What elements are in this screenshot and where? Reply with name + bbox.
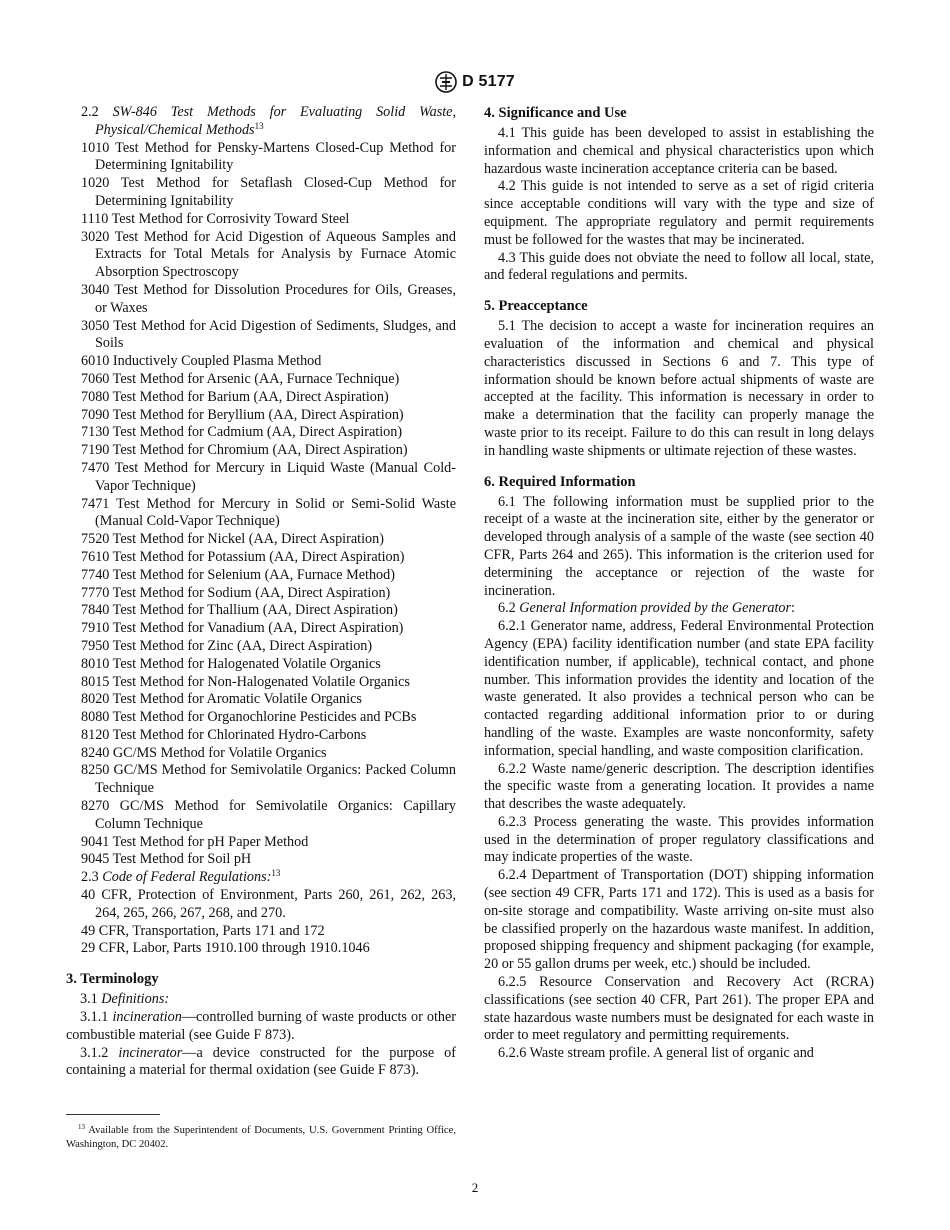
reference-number: 29 <box>81 940 96 957</box>
footnote-13: $^{13}$ Available from the Superintendent of Documents, U.S. Government Printing Office, Washington, DC 20402. <box>66 1123 456 1150</box>
reference-text: GC/MS Method for Semivolatile Organics: Capillary Column Technique <box>95 798 457 832</box>
reference-number: 1110 <box>81 210 109 227</box>
reference-text: Test Method for Potassium (AA, Direct Aspiration) <box>112 548 405 565</box>
page-number: 2 <box>471 1180 479 1195</box>
reference-number: 7610 <box>81 548 110 565</box>
reference-text: Test Method for Mercury in Solid or Semi-Solid Waste (Manual Cold-Vapor Technique) <box>95 495 456 530</box>
reference-text: Test Method for Cadmium (AA, Direct Aspiration) <box>112 424 403 441</box>
reference-number: 7770 <box>81 584 110 601</box>
reference-number: 2.3 <box>81 869 99 886</box>
reference-number: 49 <box>81 922 96 939</box>
reference-text: Test Method for Arsenic (AA, Furnace Technique) <box>112 370 400 387</box>
reference-text: Test Method for Barium (AA, Direct Aspiration) <box>112 388 389 405</box>
reference-list-item <box>66 745 456 763</box>
paragraph-5-1: 5.1 The decision to accept a waste for incineration requires an evaluation of the information and chemical and physical characteristics discussed in Sections 6 and 7. This type of information should be known before actual shipments of waste are accepted at the facility. This information is necessary in order to make a determination that the facility can properly manage the waste prior to its receipt. Failure to do this can result in long delays in handling waste shipments or ultimate rejection of these wastes. <box>484 318 874 459</box>
reference-list-item <box>66 887 456 923</box>
reference-title: SW-846 Test Methods for Evaluating Solid Waste, Physical/Chemical Methods <box>95 104 456 138</box>
reference-number: 1020 <box>81 175 110 192</box>
reference-text: CFR, Protection of Environment, Parts 260, 261, 262, 263, 264, 265, 266, 267, 268, and 270. <box>95 887 457 921</box>
reference-text: Test Method for Acid Digestion of Aqueous Samples and Extracts for Total Metals for Analysis by Furnace Atomic Absorption Spectroscopy <box>95 228 456 281</box>
reference-number: 7080 <box>81 388 110 405</box>
reference-list-item <box>66 282 456 318</box>
reference-number: 8010 <box>81 655 110 672</box>
section-5-heading: 5. Preacceptance <box>484 298 588 315</box>
right-column <box>484 104 874 1063</box>
paragraph-6-2-2: 6.2.2 Waste name/generic description. The description identifies the specific waste from a generating location. It provides a name that describes the waste adequately. <box>484 760 874 813</box>
paragraph-4-3: 4.3 This guide does not obviate the need to follow all local, state, and federal regulations and permits. <box>484 249 874 284</box>
reference-text: Test Method for pH Paper Method <box>112 833 309 850</box>
footnote-marker: 13 <box>271 868 281 879</box>
reference-list-item <box>66 798 456 834</box>
reference-text: Test Method for Vanadium (AA, Direct Aspiration) <box>112 620 404 637</box>
section-3-heading: 3. Terminology <box>66 971 159 988</box>
reference-text: Test Method for Beryllium (AA, Direct Aspiration) <box>112 406 404 423</box>
reference-list-item <box>66 656 456 674</box>
reference-number: 2.2 <box>81 104 99 120</box>
reference-number: 7840 <box>81 602 110 619</box>
reference-text: Test Method for Chlorinated Hydro-Carbons <box>112 726 367 743</box>
reference-number: 8120 <box>81 726 110 743</box>
paragraph-6-2-1: 6.2.1 Generator name, address, Federal Environmental Protection Agency (EPA) facility identification number (and state EPA facility identification number, if applicable), technical contact, and phone number. This information provides the identity and location of the waste generated. It also provides a technical person who can be contacted regarding additional information prior to or during handling of the waste. Examples are waste nonconformity, safety information, special handling, and waste composition clarification. <box>484 618 874 759</box>
page-header <box>0 70 950 94</box>
paragraph-6-2-6: 6.2.6 Waste stream profile. A general list of organic and <box>498 1045 814 1062</box>
reference-text: CFR, Transportation, Parts 171 and 172 <box>98 922 325 939</box>
reference-number: 8240 <box>81 744 110 761</box>
reference-text: Test Method for Pensky-Martens Closed-Cup Method for Determining Ignitability <box>95 139 457 174</box>
reference-text: Test Method for Chromium (AA, Direct Aspiration) <box>112 442 408 459</box>
reference-number: 7520 <box>81 531 110 548</box>
reference-text: Test Method for Setaflash Closed-Cup Method for Determining Ignitability <box>95 175 456 209</box>
reference-text: Test Method for Selenium (AA, Furnace Method) <box>112 566 395 583</box>
astm-logo-icon <box>435 71 457 93</box>
reference-number: 3050 <box>81 317 110 334</box>
paragraph-6-2-3: 6.2.3 Process generating the waste. This provides information used in the determination of proper regulatory classifications and may indicate properties of the waste. <box>484 813 874 866</box>
reference-number: 40 <box>81 887 96 904</box>
reference-list-item <box>66 585 456 603</box>
cfr-list <box>66 869 456 958</box>
reference-list-item <box>66 674 456 692</box>
reference-list-item <box>66 549 456 567</box>
reference-text: Inductively Coupled Plasma Method <box>112 353 322 370</box>
footnote-marker: 13 <box>254 120 264 131</box>
reference-list-item <box>66 104 456 140</box>
reference-number: 7090 <box>81 406 110 423</box>
paragraph-3-1-1: 3.1.1 incineration—controlled burning of waste products or other combustible material (see Guide F 873). <box>66 1009 457 1043</box>
reference-number: 7130 <box>81 424 110 441</box>
reference-text: Test Method for Halogenated Volatile Organics <box>112 655 381 672</box>
paragraph-3-1: 3.1 Definitions: <box>80 991 170 1008</box>
reference-list-item <box>66 727 456 745</box>
reference-list-item <box>66 389 456 407</box>
reference-text: Test Method for Mercury in Liquid Waste (Manual Cold-Vapor Technique) <box>95 459 456 494</box>
reference-list-item <box>66 923 456 941</box>
paragraph-6-2-5: 6.2.5 Resource Conservation and Recovery Act (RCRA) classifications (see section 40 CFR, Part 261). The proper EPA and state hazardous waste numbers must be designated for each waste in order to meet regulatory and permitting requirements. <box>484 974 874 1044</box>
reference-number: 7950 <box>81 637 110 654</box>
reference-text: Test Method for Sodium (AA, Direct Aspiration) <box>112 584 391 601</box>
reference-list-item <box>66 353 456 371</box>
reference-list-item <box>66 424 456 442</box>
reference-text: Test Method for Corrosivity Toward Steel <box>111 210 350 227</box>
reference-number: 9045 <box>81 851 110 868</box>
reference-list-item <box>66 940 456 958</box>
reference-list-item <box>66 567 456 585</box>
reference-text: Test Method for Thallium (AA, Direct Aspiration) <box>112 602 398 619</box>
reference-text: Test Method for Soil pH <box>112 851 252 868</box>
section-6-heading: 6. Required Information <box>484 473 636 490</box>
reference-text: Test Method for Aromatic Volatile Organics <box>112 691 362 708</box>
paragraph-6-2: 6.2 General Information provided by the Generator: <box>498 600 795 617</box>
reference-text: GC/MS Method for Volatile Organics <box>112 744 327 761</box>
reference-list-item <box>66 638 456 656</box>
reference-number: 1010 <box>81 139 110 156</box>
reference-list-item <box>66 496 456 532</box>
reference-list-item <box>66 620 456 638</box>
paragraph-4-1: 4.1 This guide has been developed to assist in establishing the information and chemical and physical characteristics upon which hazardous waste incineration acceptance criteria can be based. <box>484 125 874 177</box>
reference-number: 6010 <box>81 353 110 370</box>
reference-number: 7060 <box>81 370 110 387</box>
paragraph-6-2-4: 6.2.4 Department of Transportation (DOT) shipping information (see section 49 CFR, Parts 171 and 172). This is used as a basis for on-site storage and compatibility. Waste arriving on-site must also be classified properly on the hazardous waste manifest. In addition, proposed shipping frequency and shipment packaging (for example, 20 or 55 gallon drums per week, etc.) should be included. <box>484 867 874 973</box>
sw846-method-list <box>66 104 456 869</box>
reference-list-item <box>66 709 456 727</box>
reference-number: 7740 <box>81 566 110 583</box>
reference-list-item <box>66 869 456 887</box>
reference-list-item <box>66 407 456 425</box>
reference-number: 8020 <box>81 691 110 708</box>
reference-text: Test Method for Non-Halogenated Volatile Organics <box>112 673 410 690</box>
reference-text: Test Method for Zinc (AA, Direct Aspiration) <box>112 637 373 654</box>
reference-list-item <box>66 175 456 211</box>
left-column <box>66 104 456 1080</box>
standard-designation: D 5177 <box>462 73 515 90</box>
reference-number: 8270 <box>81 798 110 815</box>
reference-list-item <box>66 762 456 798</box>
reference-text: Test Method for Organochlorine Pesticides and PCBs <box>112 709 417 726</box>
reference-number: 7190 <box>81 442 110 459</box>
reference-text: Test Method for Acid Digestion of Sediments, Sludges, and Soils <box>95 317 456 352</box>
reference-list-item <box>66 460 456 496</box>
reference-number: 7910 <box>81 620 110 637</box>
reference-number: 7471 <box>81 495 110 512</box>
paragraph-4-2: 4.2 This guide is not intended to serve as a set of rigid criteria since acceptable conditions will vary with the type and size of equipment. The appropriate regulatory and permit requirements must be followed for the wastes that may be incinerated. <box>484 178 874 248</box>
reference-title: Code of Federal Regulations: <box>102 869 272 886</box>
reference-text: GC/MS Method for Semivolatile Organics: Packed Column Technique <box>95 762 457 797</box>
reference-list-item <box>66 851 456 869</box>
reference-list-item <box>66 834 456 852</box>
reference-text: Test Method for Nickel (AA, Direct Aspiration) <box>112 531 384 548</box>
reference-list-item <box>66 229 456 282</box>
reference-list-item <box>66 211 456 229</box>
reference-list-item <box>66 140 456 176</box>
reference-list-item <box>66 602 456 620</box>
reference-number: 8250 <box>81 762 110 779</box>
reference-text: CFR, Labor, Parts 1910.100 through 1910.1046 <box>98 940 370 957</box>
footnote-rule <box>66 1114 160 1115</box>
section-4-heading: 4. Significance and Use <box>484 105 627 121</box>
reference-list-item <box>66 442 456 460</box>
reference-number: 8080 <box>81 709 110 726</box>
reference-list-item <box>66 371 456 389</box>
paragraph-3-1-2: 3.1.2 incinerator—a device constructed for the purpose of containing a material for thermal oxidation (see Guide F 873). <box>66 1044 457 1079</box>
reference-number: 8015 <box>81 673 110 690</box>
reference-list-item <box>66 691 456 709</box>
reference-number: 3020 <box>81 228 110 245</box>
reference-list-item <box>66 318 456 354</box>
reference-number: 3040 <box>81 281 110 298</box>
reference-list-item <box>66 531 456 549</box>
reference-number: 9041 <box>81 833 110 850</box>
reference-text: Test Method for Dissolution Procedures for Oils, Greases, or Waxes <box>95 281 456 316</box>
reference-number: 7470 <box>81 459 110 476</box>
paragraph-6-1: 6.1 The following information must be supplied prior to the receipt of a waste at the incineration site, either by the generator or developed through analysis of a sample of the waste (see section 40 CFR, Parts 264 and 265). This information is the criterion used for determining the acceptance or rejection of the waste for incineration. <box>484 493 874 599</box>
